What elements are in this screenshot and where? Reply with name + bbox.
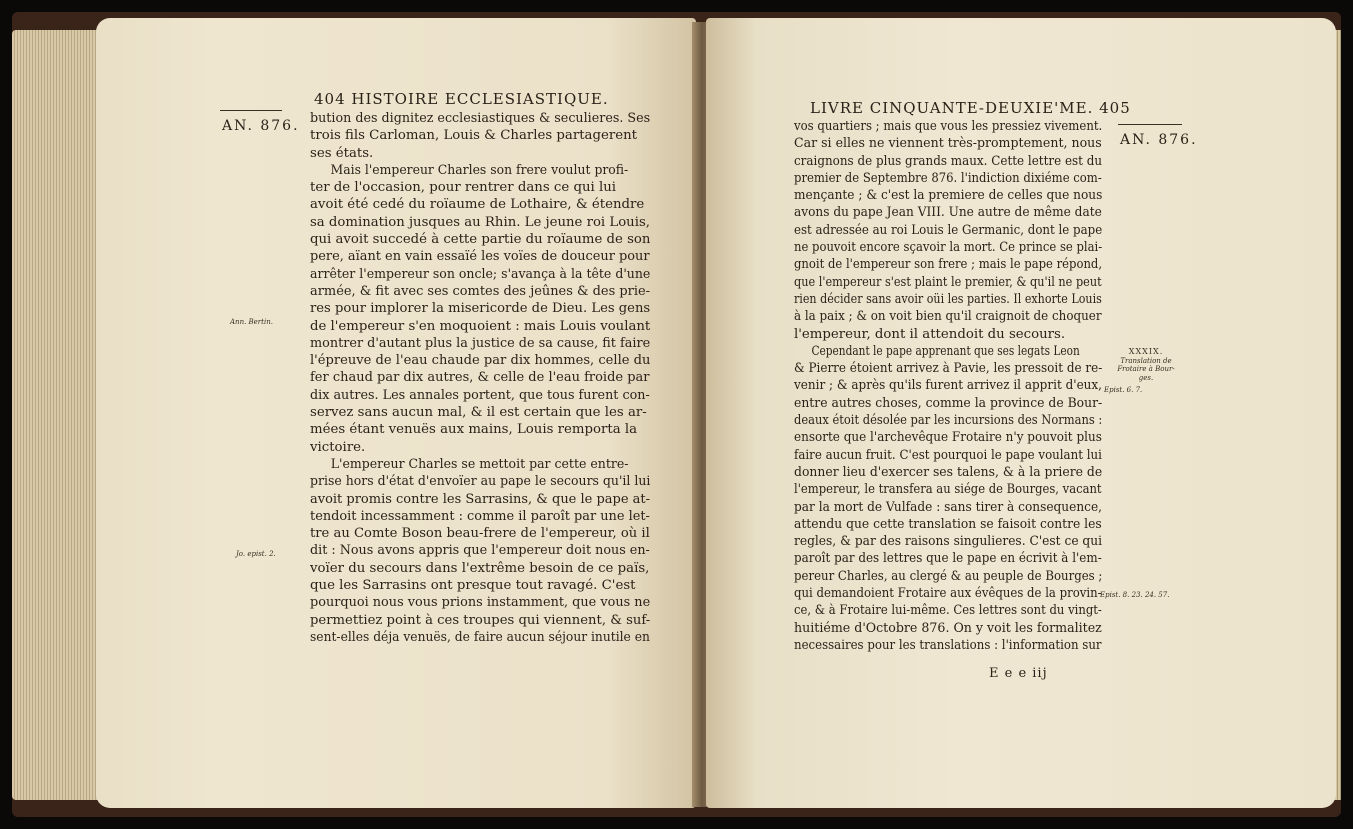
text-line: avons du pape Jean VIII. Une autre de même date — [794, 205, 1102, 221]
text-line: avoit été cedé du roïaume de Lothaire, & étendre — [310, 197, 645, 213]
text-line: gnoit de l'empereur son frere ; mais le pape répond, — [794, 257, 1103, 273]
text-line: l'épreuve de l'eau chaude par dix hommes, celle du — [310, 353, 651, 369]
text-line: servez sans aucun mal, & il est certain que les ar- — [310, 405, 647, 421]
right-margin-note-1: Epist. 6. 7. — [1104, 386, 1143, 394]
text-line: & Pierre étoient arrivez à Pavie, les pressoit de re- — [794, 361, 1103, 377]
text-line: ce, & à Frotaire lui-même. Ces lettres sont du vingt- — [794, 603, 1102, 619]
right-year-rule — [1118, 124, 1182, 125]
text-line: ter de l'occasion, pour rentrer dans ce qui lui — [310, 180, 617, 196]
text-line: bution des dignitez ecclesiastiques & seculieres. Ses — [310, 111, 651, 126]
text-line: Mais l'empereur Charles son frere voulut profi- — [330, 162, 629, 178]
text-line: ses états. — [310, 145, 374, 161]
text-line: sent-elles déja venuës, de faire aucun séjour inutile en — [310, 629, 650, 645]
text-line: permettiez point à ces troupes qui viennent, & suf- — [310, 612, 651, 628]
text-line: armée, & fit avec ses comtes des jeûnes & des prie- — [310, 283, 651, 299]
text-line: fer chaud par dix autres, & celle de l'eau froide par — [310, 370, 650, 386]
text-line: pere, aïant en vain essaïé les voïes de douceur pour — [310, 249, 650, 265]
right-body-text — [794, 118, 1102, 654]
text-line: mençante ; & c'est la premiere de celles que nous — [794, 188, 1103, 204]
right-year-marker: AN. 876. — [1120, 132, 1198, 148]
text-line: de l'empereur s'en moquoient : mais Louis voulant — [310, 318, 651, 334]
text-line: rien décider sans avoir oüi les parties. Il exhorte Louis — [794, 291, 1102, 307]
section-title-line-1: Translation de — [1120, 356, 1172, 365]
text-line: tre au Comte Boson beau-frere de l'empereur, où il — [310, 526, 650, 542]
left-running-head: 404 HISTOIRE ECCLESIASTIQUE. — [314, 90, 609, 108]
text-line: pereur Charles, au clergé & au peuple de Bourges ; — [794, 568, 1103, 584]
text-line: craignons de plus grands maux. Cette lettre est du — [794, 153, 1103, 169]
text-line: deaux étoit désolée par les incursions des Normans : — [794, 413, 1103, 429]
text-line: à la paix ; & on voit bien qu'il craignoit de choquer — [794, 309, 1102, 325]
right-running-head: LIVRE CINQUANTE-DEUXIE'ME. 405 — [810, 99, 1131, 117]
left-page — [96, 18, 696, 808]
text-line: donner lieu d'exercer ses talens, & à la priere de — [794, 464, 1103, 480]
text-line: paroît par des lettres que le pape en écrivit à l'em- — [794, 551, 1102, 567]
text-line: que les Sarrasins ont presque tout ravagé. C'est — [310, 578, 636, 594]
text-line: huitiéme d'Octobre 876. On y voit les formalitez — [794, 620, 1102, 636]
page-edges-left — [12, 30, 108, 800]
text-line: Cependant le pape apprenant que ses legats Leon — [811, 343, 1080, 359]
text-line: l'empereur, dont il attendoit du secours. — [794, 326, 1066, 342]
text-line: prise hors d'état d'envoïer au pape le secours qu'il lui — [310, 474, 651, 490]
text-line: trois fils Carloman, Louis & Charles partagerent — [310, 128, 637, 144]
text-line: par la mort de Vulfade : sans tirer à consequence, — [794, 499, 1103, 515]
text-line: res pour implorer la misericorde de Dieu. Les gens — [310, 301, 651, 317]
text-line: tendoit incessamment : comme il paroît par une let- — [310, 508, 650, 524]
section-title-line-2: Frotaire à Bour- — [1117, 365, 1175, 373]
left-body-text — [310, 110, 650, 646]
text-line: voïer du secours dans l'extrême besoin de ce païs, — [310, 560, 650, 576]
text-line: premier de Septembre 876. l'indiction dixiéme com- — [794, 170, 1102, 186]
section-heading-block — [1104, 348, 1188, 382]
text-line: dix autres. Les annales portent, que tous furent con- — [310, 387, 650, 403]
left-margin-note-1: Ann. Bertin. — [230, 318, 273, 326]
section-title-line-3: ges. — [1138, 373, 1154, 382]
text-line: L'empereur Charles se mettoit par cette entre- — [330, 456, 629, 472]
text-line: sa domination jusques au Rhin. Le jeune roi Louis, — [310, 214, 650, 230]
section-number: XXXIX. — [1128, 347, 1164, 356]
text-line: dit : Nous avons appris que l'empereur doit nous en- — [310, 543, 650, 559]
text-line: venir ; & après qu'ils furent arrivez il apprit d'eux, — [794, 378, 1103, 394]
signature-mark: E e e iij — [989, 666, 1048, 681]
text-line: entre autres choses, comme la province de Bour- — [794, 395, 1103, 411]
text-line: faire aucun fruit. C'est pourquoi le pape voulant lui — [794, 447, 1102, 463]
text-line: qui demandoient Frotaire aux évêques de la provin- — [794, 586, 1102, 602]
text-line: necessaires pour les translations : l'information sur — [794, 637, 1102, 653]
book — [12, 12, 1341, 817]
left-year-marker: AN. 876. — [222, 118, 300, 134]
text-line: l'empereur, le transfera au siége de Bourges, vacant — [794, 482, 1102, 498]
text-line: qui avoit succedé à cette partie du roïaume de son — [310, 232, 651, 248]
text-line: pourquoi nous vous prions instamment, que vous ne — [310, 595, 651, 611]
left-margin-note-2: Jo. epist. 2. — [236, 550, 276, 558]
text-line: ensorte que l'archevêque Frotaire n'y pouvoit plus — [794, 430, 1102, 446]
text-line: est adressée au roi Louis le Germanic, dont le pape — [794, 222, 1103, 238]
text-line: regles, & par des raisons singulieres. C'est ce qui — [794, 534, 1103, 550]
text-line: attendu que cette translation se faisoit contre les — [794, 516, 1102, 532]
text-line: que l'empereur s'est plaint le premier, & qu'il ne peut — [794, 274, 1102, 290]
text-line: mées étant venuës aux mains, Louis remporta la — [310, 422, 638, 438]
text-line: montrer d'autant plus la justice de sa cause, fit faire — [310, 335, 651, 351]
right-page — [706, 18, 1336, 808]
text-line: avoit promis contre les Sarrasins, & que le pape at- — [310, 491, 651, 507]
right-margin-note-2: Epist. 8. 23. 24. 57. — [1100, 591, 1170, 599]
text-line: vos quartiers ; mais que vous les pressiez vivement. — [794, 119, 1103, 134]
text-line: Car si elles ne viennent très-promptement, nous — [794, 136, 1102, 152]
text-line: victoire. — [310, 439, 366, 455]
text-line: arrêter l'empereur son oncle; s'avança à la tête d'une — [310, 266, 651, 282]
text-line: ne pouvoit encore sçavoir la mort. Ce prince se plai- — [794, 240, 1103, 256]
year-rule — [220, 110, 282, 111]
